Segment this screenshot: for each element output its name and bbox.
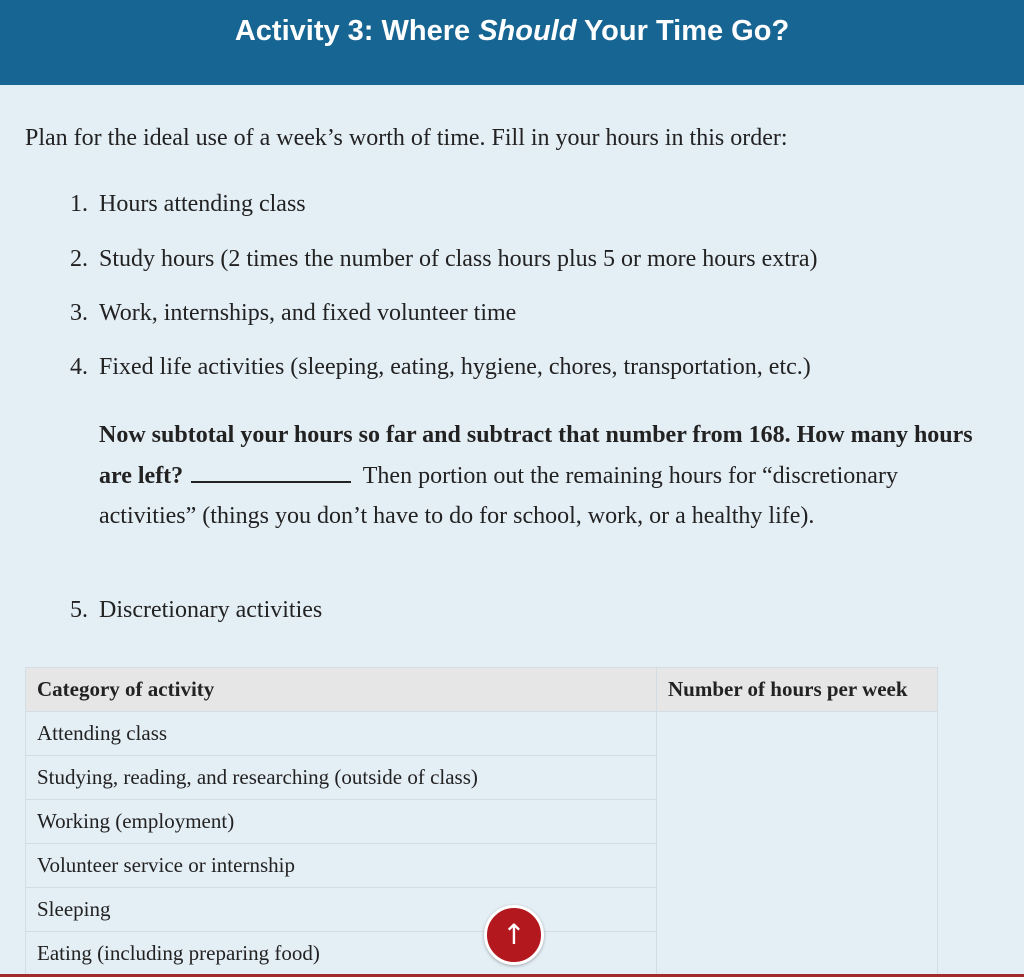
table-row <box>26 932 938 976</box>
table-row <box>26 888 938 932</box>
activity-cell: Eating (including preparing food) <box>26 932 657 976</box>
column-header-hours: Number of hours per week <box>657 668 938 712</box>
intro-paragraph: Plan for the ideal use of a week’s worth of time. Fill in your hours in this order: <box>25 125 788 151</box>
activity-cell: Volunteer service or internship <box>26 844 657 888</box>
header-title-emphasis: Should <box>478 15 577 47</box>
hours-cell[interactable] <box>657 888 938 932</box>
hours-cell[interactable] <box>657 800 938 844</box>
header-title-end: Your Time Go? <box>576 15 790 47</box>
table-row <box>26 756 938 800</box>
table-row <box>26 712 938 756</box>
subtotal-instructions <box>99 415 979 537</box>
subtotal-question: Now subtotal your hours so far and subtract that number from 168. How many hours are left? <box>99 422 973 489</box>
hours-cell[interactable] <box>657 932 938 976</box>
step-text: Discretionary activities <box>99 597 323 623</box>
step-number: 1. <box>70 191 88 217</box>
step-text: Fixed life activities (sleeping, eating, hygiene, chores, transportation, etc.) <box>99 354 811 380</box>
hours-cell[interactable] <box>657 844 938 888</box>
table-row <box>26 800 938 844</box>
hours-table <box>25 667 938 976</box>
step-number: 5. <box>70 597 88 623</box>
step-text: Work, internships, and fixed volunteer time <box>99 300 517 326</box>
hours-cell[interactable] <box>657 756 938 800</box>
step-number: 3. <box>70 300 88 326</box>
activity-cell: Studying, reading, and researching (outside of class) <box>26 756 657 800</box>
activity-header <box>0 0 1024 85</box>
step-text: Study hours (2 times the number of class hours plus 5 or more hours extra) <box>99 246 818 272</box>
back-to-top-button[interactable] <box>484 905 544 965</box>
subtotal-followup: Then portion out the remaining hours for “discretionary activities” (things you don’t have to do for school, work, or a healthy life). <box>99 462 898 529</box>
step-number: 4. <box>70 354 88 380</box>
column-header-category: Category of activity <box>26 668 657 712</box>
table-header-row <box>26 668 938 712</box>
hours-left-blank <box>191 459 351 483</box>
activity-cell: Attending class <box>26 712 657 756</box>
table-row <box>26 844 938 888</box>
hours-cell[interactable] <box>657 712 938 756</box>
activity-cell: Working (employment) <box>26 800 657 844</box>
activity-cell: Sleeping <box>26 888 657 932</box>
arrow-up-icon: ↑ <box>502 918 526 951</box>
step-text: Hours attending class <box>99 191 306 217</box>
header-title-start: Activity 3: Where <box>234 15 479 47</box>
step-number: 2. <box>70 246 88 272</box>
